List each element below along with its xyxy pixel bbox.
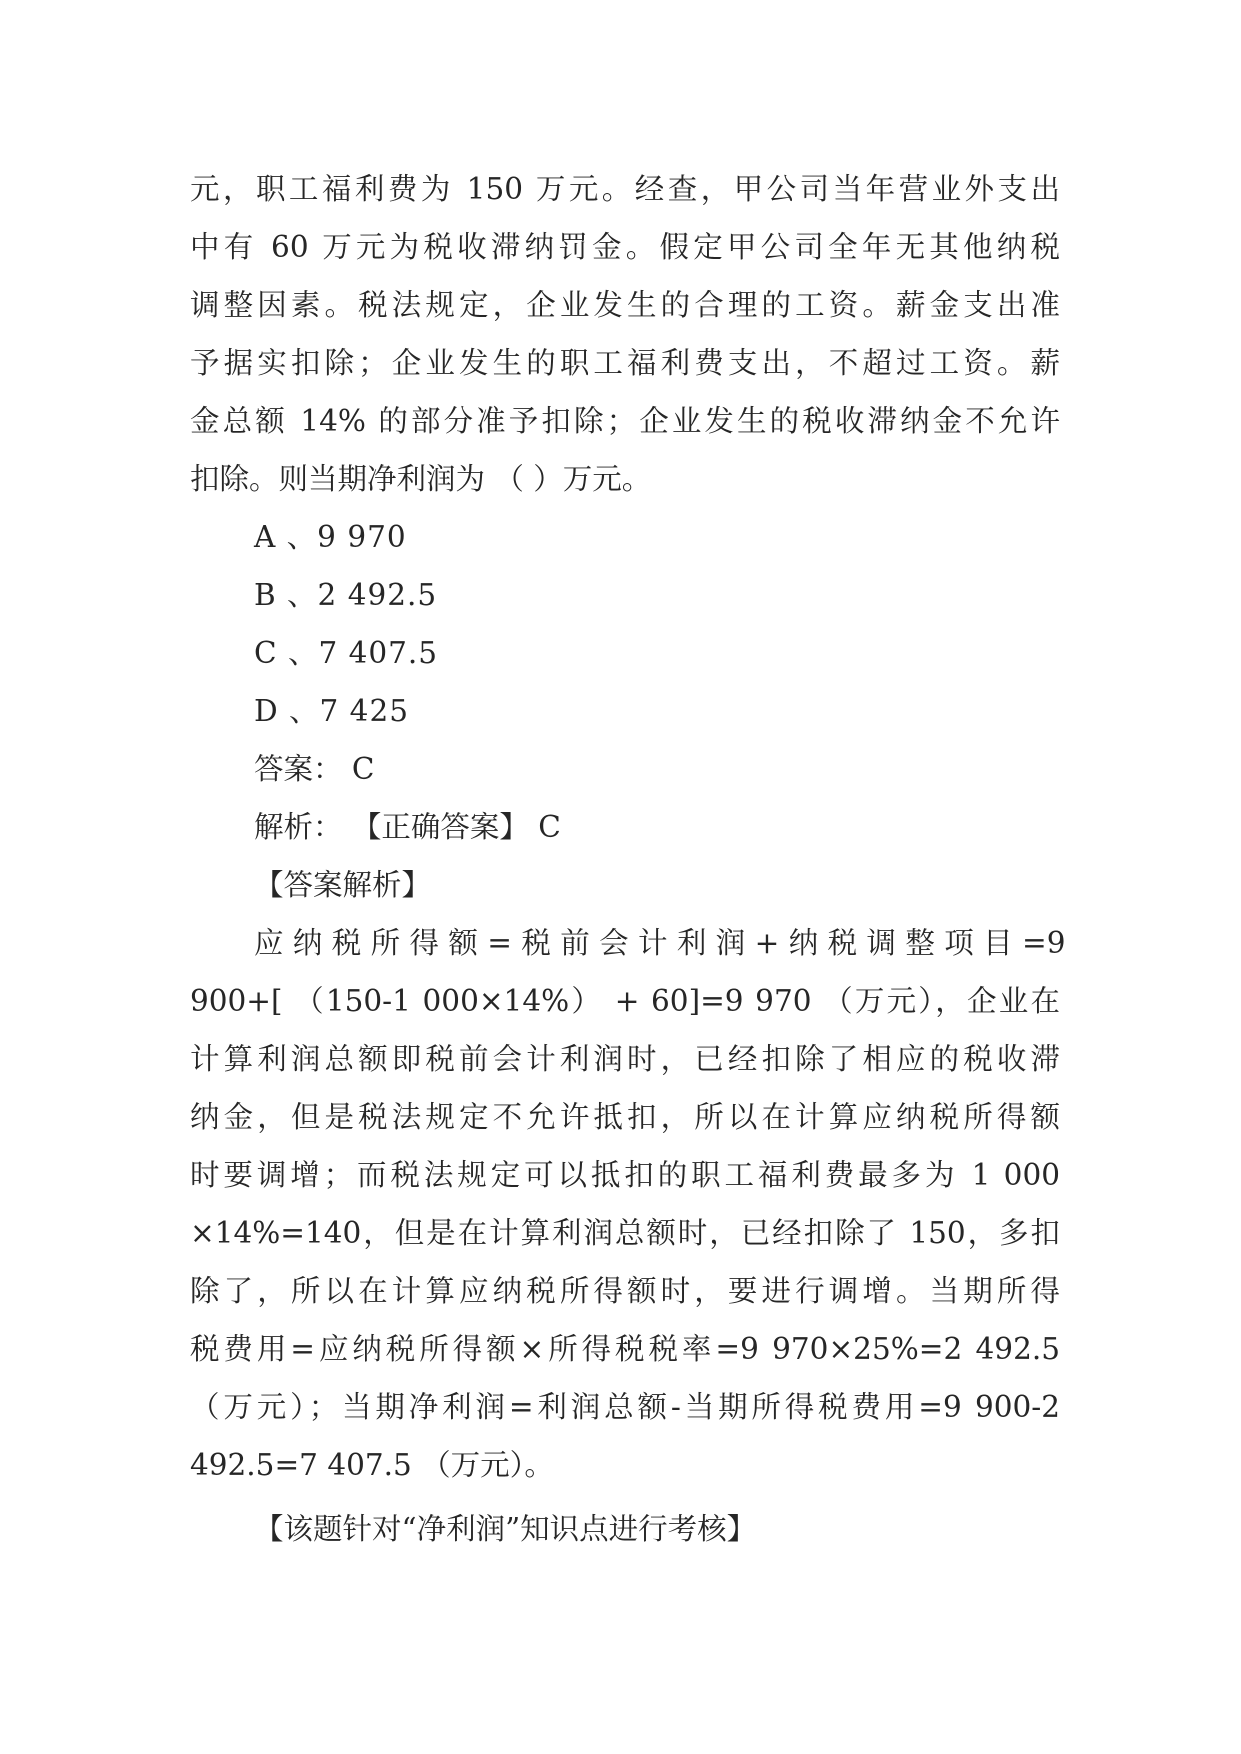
- analysis-heading: 【答案解析】: [254, 868, 432, 902]
- option-c: C 、7 407.5: [254, 636, 439, 670]
- question-line: 扣除。则当期净利润为 （ ）万元。: [190, 462, 652, 496]
- answer-line: 答案： C: [254, 752, 375, 786]
- document-page: [190, 160, 1066, 1558]
- explanation-line: 492.5=7 407.5 （万元）。: [190, 1448, 554, 1482]
- question-line: 元，职工福利费为 150 万元。经查，甲公司当年营业外支出: [190, 172, 1060, 206]
- explanation-line: 计算利润总额即税前会计利润时，已经扣除了相应的税收滞: [190, 1042, 1060, 1076]
- question-line: 金总额 14% 的部分准予扣除；企业发生的税收滞纳金不允许: [190, 404, 1060, 438]
- explanation-line: 除了，所以在计算应纳税所得额时，要进行调增。当期所得: [190, 1274, 1060, 1308]
- option-d: D 、7 425: [254, 694, 409, 728]
- explanation-line: ×14%=140，但是在计算利润总额时，已经扣除了 150，多扣: [190, 1216, 1060, 1250]
- knowledge-point: 【该题针对“净利润”知识点进行考核】: [254, 1512, 757, 1546]
- explanation-line: 时要调增；而税法规定可以抵扣的职工福利费最多为 1 000: [190, 1158, 1060, 1192]
- option-b: B 、2 492.5: [254, 578, 438, 612]
- analysis-line: 解析： 【正确答案】 C: [254, 810, 561, 844]
- explanation-text: [190, 914, 1066, 1494]
- option-a: A 、9 970: [254, 520, 407, 554]
- question-line: 调整因素。税法规定，企业发生的合理的工资。薪金支出准: [190, 288, 1060, 322]
- question-line: 中有 60 万元为税收滞纳罚金。假定甲公司全年无其他纳税: [190, 230, 1060, 264]
- explanation-line: 纳金，但是税法规定不允许抵扣，所以在计算应纳税所得额: [190, 1100, 1060, 1134]
- explanation-line: 应 纳 税 所 得 额 = 税 前 会 计 利 润 + 纳 税 调 整 项 目 =9: [254, 926, 1066, 960]
- explanation-line: 900+[ （150-1 000×14%） + 60]=9 970 （万元），企业在: [190, 984, 1060, 1018]
- options-list: [190, 508, 1060, 740]
- question-line: 予据实扣除；企业发生的职工福利费支出，不超过工资。薪: [190, 346, 1060, 380]
- explanation-line: （万元）；当期净利润=利润总额-当期所得税费用=9 900-2: [190, 1390, 1060, 1424]
- explanation-line: 税费用=应纳税所得额×所得税税率=9 970×25%=2 492.5: [190, 1332, 1060, 1366]
- question-text: [190, 160, 1060, 508]
